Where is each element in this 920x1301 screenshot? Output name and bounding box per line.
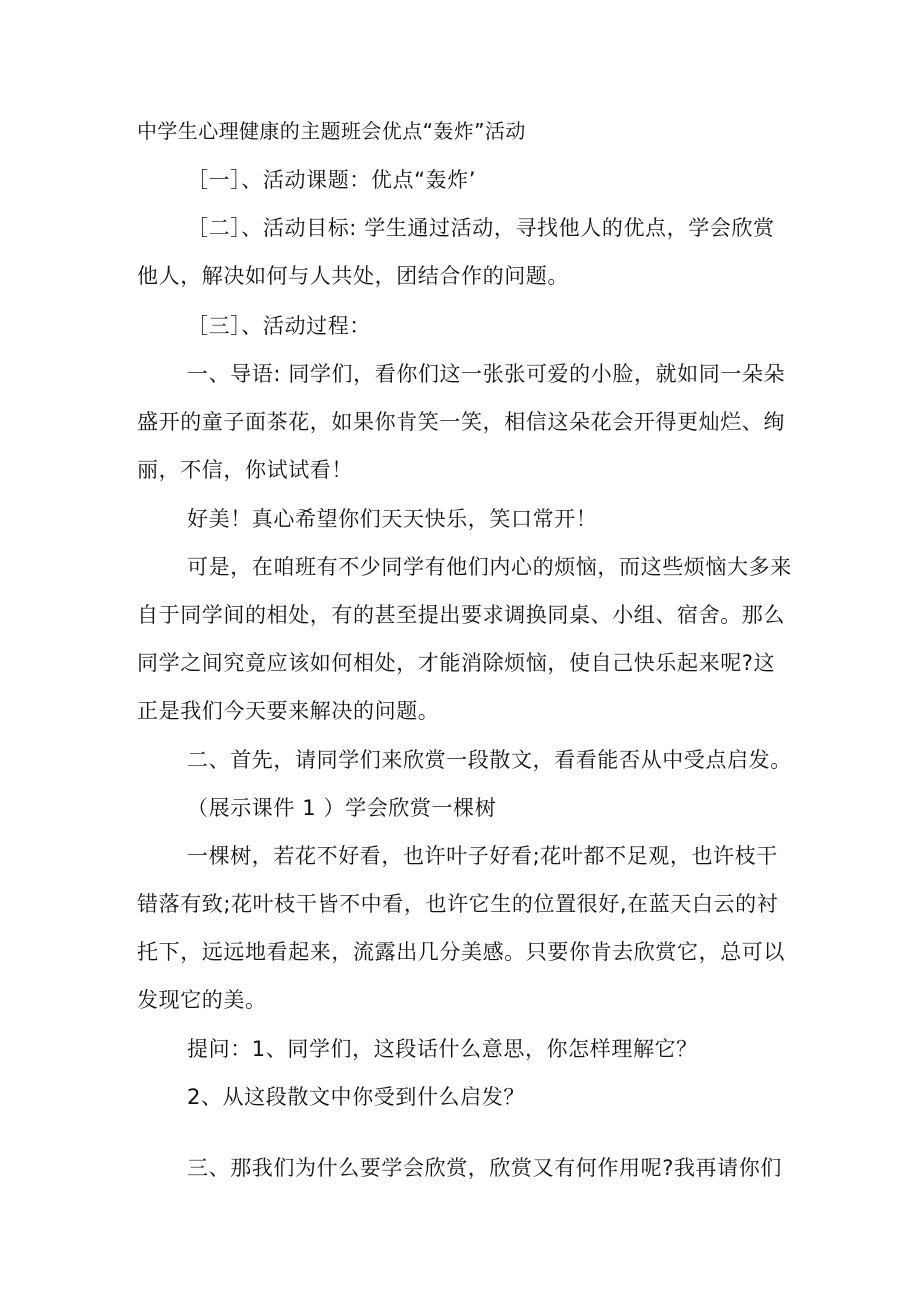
tree-line-4: 发现它的美。 — [137, 988, 267, 1012]
wish-paragraph: 好美！真心希望你们天天快乐，笑口常开！ — [187, 507, 598, 531]
intro-line-1: 一、导语: 同学们，看你们这一张张可爱的小脸，就如同一朵朵 — [187, 362, 786, 386]
step-three-paragraph: 三、那我们为什么要学会欣赏，欣赏又有何作用呢?我再请你们 — [187, 1156, 782, 1180]
worry-line-2: 自于同学间的相处，有的甚至提出要求调换同桌、小组、宿舍。那么 — [137, 603, 785, 627]
section-topic: ［一］、活动课题：优点“轰炸’ — [187, 168, 477, 192]
worry-line-1: 可是，在咱班有不少同学有他们内心的烦恼，而这些烦恼大多来 — [187, 555, 792, 579]
tree-line-3: 托下，远远地看起来，流露出几分美感。只要你肯去欣赏它，总可以 — [137, 940, 785, 964]
question-two: 2、从这段散文中你受到什么启发？ — [187, 1085, 525, 1109]
worry-line-4: 正是我们今天要来解决的问题。 — [137, 699, 440, 723]
worry-line-3: 同学之间究竟应该如何相处，才能消除烦恼，使自己快乐起来呢?这 — [137, 651, 776, 675]
section-process: ［三］、活动过程： — [187, 314, 371, 338]
intro-line-3: 丽，不信，你试试看！ — [137, 458, 353, 482]
document-title: 中学生心理健康的主题班会优点“轰炸”活动 — [137, 119, 526, 143]
question-one: 提问：1、同学们，这段话什么意思，你怎样理解它？ — [187, 1037, 698, 1061]
courseware-heading: （展示课件 1 ）学会欣赏一棵树 — [187, 796, 497, 820]
section-goal-line-2: 他人，解决如何与人共处，团结合作的问题。 — [137, 264, 569, 288]
section-goal-line-1: ［二］、活动目标: 学生通过活动，寻找他人的优点，学会欣赏 — [187, 216, 775, 240]
step-two-paragraph: 二、首先，请同学们来欣赏一段散文，看看能否从中受点启发。 — [187, 748, 792, 772]
tree-line-1: 一棵树，若花不好看，也许叶子好看;花叶都不足观，也许枝干 — [187, 844, 778, 868]
tree-line-2: 错落有致;花叶枝干皆不中看，也许它生的位置很好,在蓝天白云的衬 — [137, 892, 779, 916]
intro-line-2: 盛开的童子面茶花，如果你肯笑一笑，相信这朵花会开得更灿烂、绚 — [137, 410, 785, 434]
